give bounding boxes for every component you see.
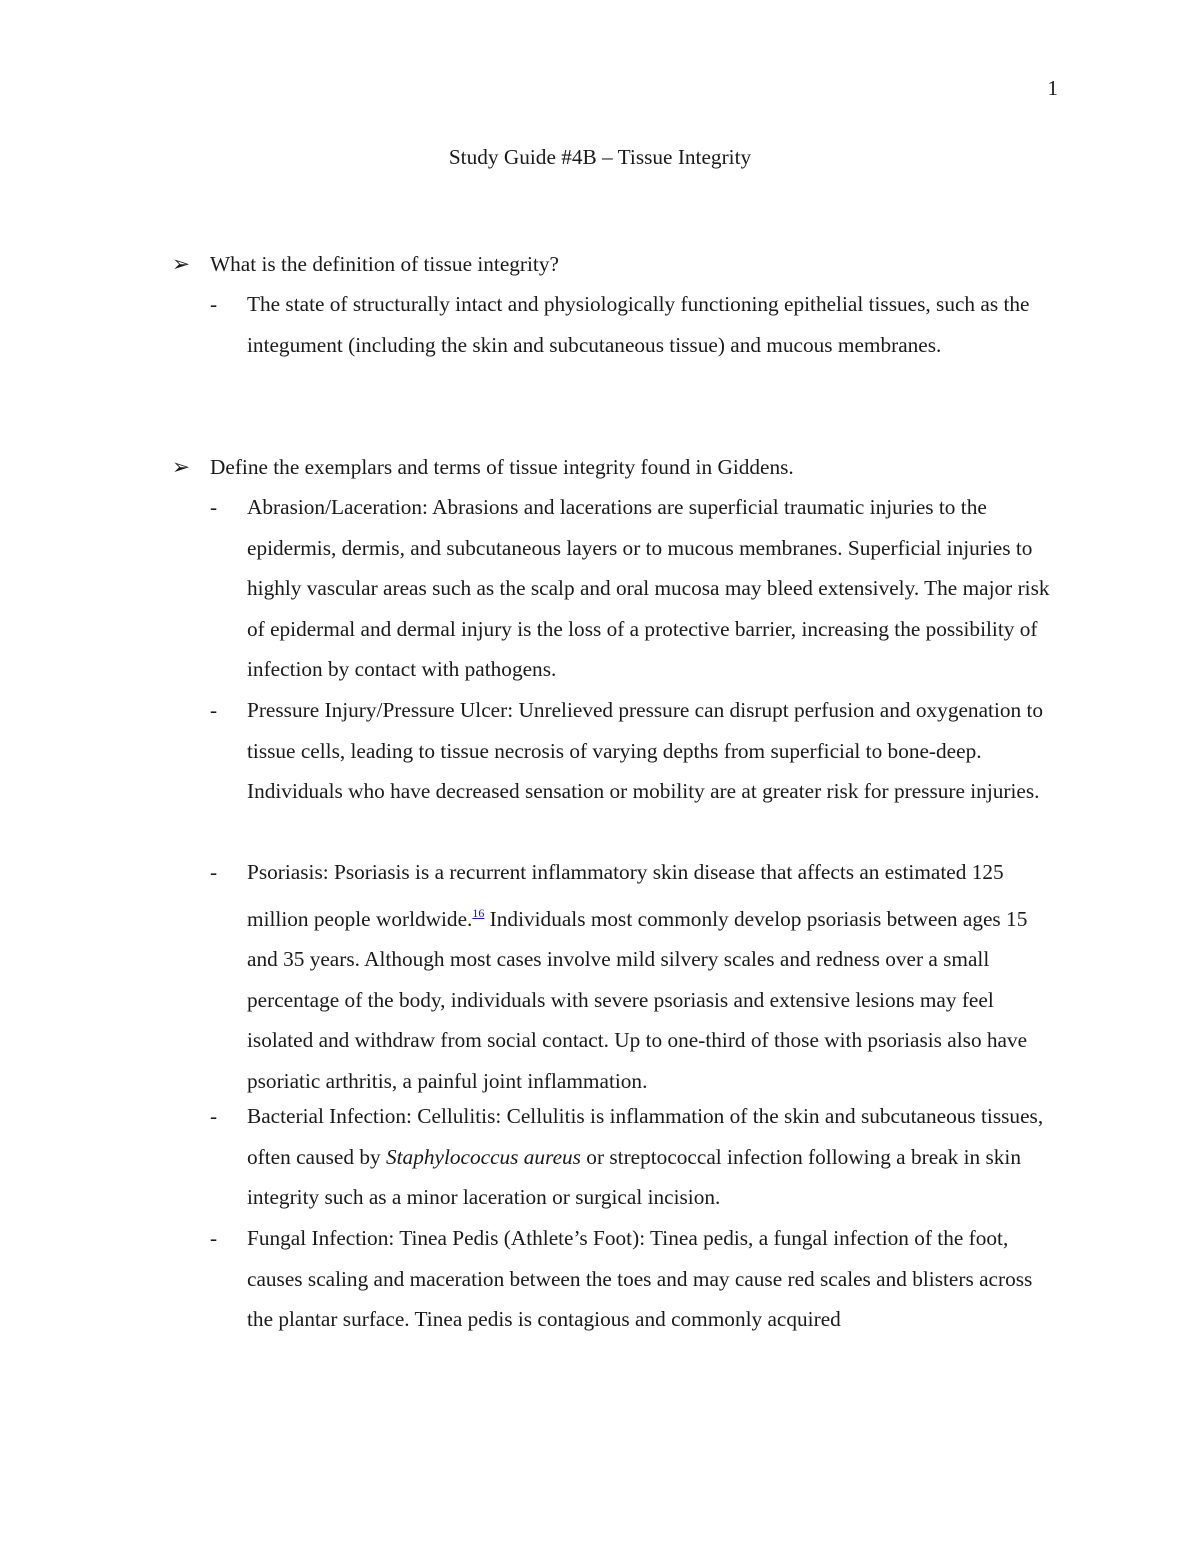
answer-tinea-pedis-text: Fungal Infection: Tinea Pedis (Athlete’s Foot): Tinea pedis, a fungal infection of the foot, causes scaling and maceration between the toes and may cause red scales and blisters across the plantar surface. Tinea pedis is contagious and commonly acquired bbox=[247, 1226, 1033, 1332]
question-1-text: What is the definition of tissue integrity? bbox=[210, 252, 559, 276]
dash-bullet: - bbox=[210, 698, 218, 722]
dash-bullet: - bbox=[210, 860, 218, 884]
answer-pressure-injury bbox=[210, 690, 1060, 812]
dash-bullet: - bbox=[210, 1226, 218, 1250]
psoriasis-text-start: Psoriasis: Psoriasis is a recurrent inflammatory skin disease that affects an estimated 125 million people worldwide. bbox=[247, 860, 1004, 931]
arrow-bullet-icon: ➢ bbox=[172, 455, 190, 479]
cellulitis-text-end: or streptococcal infection following a break in skin integrity such as a minor laceration or surgical incision. bbox=[247, 1144, 1021, 1210]
cellulitis-text-start: Bacterial Infection: Cellulitis: Cellulitis is inflammation of the skin and subcutaneous tissues, often caused by bbox=[247, 1104, 1044, 1169]
dash-bullet: - bbox=[210, 1104, 218, 1128]
reference-link-16[interactable]: 16 bbox=[472, 905, 485, 920]
answer-abrasion bbox=[210, 487, 1060, 690]
answer-pressure-injury-text: Pressure Injury/Pressure Ulcer: Unrelieved pressure can disrupt perfusion and oxygenation to tissue cells, leading to tissue necrosis of varying depths from superficial to bone-deep. Individuals who have decreased sensation or mobility are at greater risk for pressure injuries. bbox=[247, 698, 1044, 804]
answer-psoriasis-text bbox=[247, 852, 1062, 1102]
answer-cellulitis bbox=[210, 1096, 1060, 1218]
cellulitis-organism: Staphylococcus aureus bbox=[385, 1144, 581, 1169]
psoriasis-text-end: Individuals most commonly develop psoriasis between ages 15 and 35 years. Although most cases involve mild silvery scales and redness over a small percentage of the body, individuals with severe psoriasis and extensive lesions may feel isolated and withdraw from social contact. Up to one-third of those with psoriasis also have psoriatic arthritis, a painful joint inflammation. bbox=[247, 906, 1028, 1093]
page-number: 1 bbox=[1047, 76, 1058, 100]
document-title: Study Guide #4B – Tissue Integrity bbox=[448, 145, 752, 169]
answer-abrasion-text: Abrasion/Laceration: Abrasions and lacerations are superficial traumatic injuries to the epidermis, dermis, and subcutaneous layers or to mucous membranes. Superficial injuries to highly vascular areas such as the scalp and oral mucosa may bleed extensively. The major risk of epidermal and dermal injury is the loss of a protective barrier, increasing the possibility of infection by contact with pathogens. bbox=[247, 495, 1050, 682]
question-2-text: Define the exemplars and terms of tissue integrity found in Giddens. bbox=[210, 455, 794, 479]
question-1 bbox=[172, 250, 1072, 278]
answer-definition-text: The state of structurally intact and physiologically functioning epithelial tissues, such as the integument (including the skin and subcutaneous tissue) and mucous membranes. bbox=[247, 292, 1030, 357]
answer-definition bbox=[210, 284, 1060, 365]
dash-bullet: - bbox=[210, 495, 218, 519]
dash-bullet: - bbox=[210, 292, 218, 316]
answer-cellulitis-text bbox=[247, 1096, 1062, 1218]
answer-tinea-pedis bbox=[210, 1218, 1060, 1340]
arrow-bullet-icon: ➢ bbox=[172, 252, 190, 276]
answer-psoriasis bbox=[210, 852, 1060, 1102]
question-2 bbox=[172, 453, 1072, 481]
